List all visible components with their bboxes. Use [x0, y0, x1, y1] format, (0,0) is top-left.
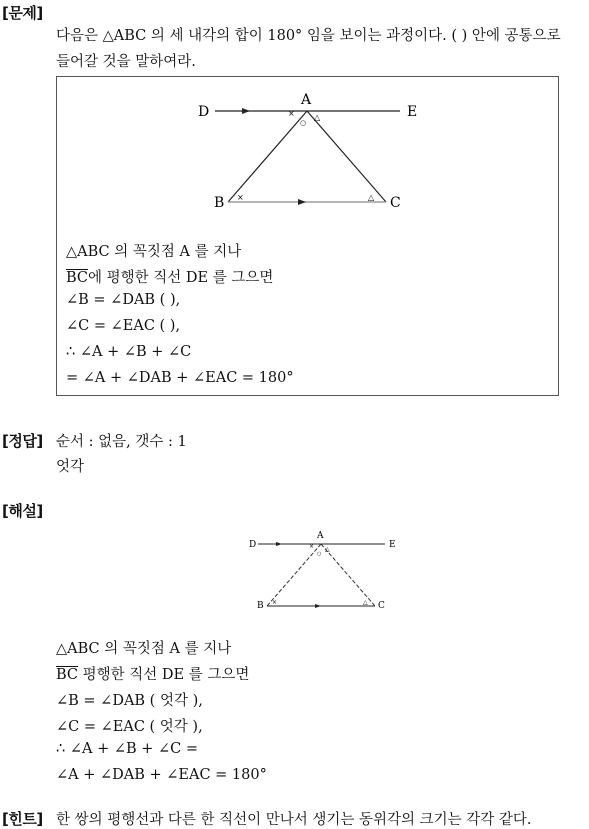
svg-text:×: ×: [309, 543, 315, 550]
svg-text:△: △: [314, 113, 321, 122]
explanation-step-2: $\overline{BC}$ 평행한 직선 DE 를 그으면: [56, 667, 250, 683]
problem-step-6: = ∠A + ∠DAB + ∠EAC = 180°: [66, 370, 294, 386]
explanation-step-6: ∠A + ∠DAB + ∠EAC = 180°: [56, 767, 267, 783]
explanation-step-3: ∠B = ∠DAB ( 엇각 ),: [56, 693, 203, 709]
svg-text:○: ○: [300, 119, 307, 127]
exp-point-a-label: A: [317, 531, 324, 541]
problem-text-line2: 들어갈 것을 말하여라.: [56, 54, 196, 70]
exp-point-c-label: C: [378, 601, 385, 611]
problem-step-2: $\overline{BC}$에 평행한 직선 DE 를 그으면: [66, 270, 274, 286]
answer-label: [정답]: [2, 432, 43, 450]
exp-point-d-label: D: [249, 540, 257, 550]
svg-text:△: △: [325, 546, 330, 553]
exp-point-e-label: E: [389, 540, 396, 550]
explanation-step-5: ∴ ∠A + ∠B + ∠C =: [56, 741, 198, 757]
problem-step-5: ∴ ∠A + ∠B + ∠C: [66, 344, 192, 360]
explanation-step-1: △ABC 의 꼭짓점 A 를 지나: [56, 641, 232, 657]
explanation-label: [해설]: [2, 502, 43, 520]
hint-label: [힌트]: [2, 810, 43, 828]
svg-text:○: ○: [317, 551, 322, 557]
problem-step-1: △ABC 의 꼭짓점 A 를 지나: [66, 244, 242, 260]
point-d-label: D: [198, 104, 210, 120]
explanation-step-4: ∠C = ∠EAC ( 엇각 ),: [56, 719, 203, 735]
point-e-label: E: [407, 104, 418, 120]
svg-text:×: ×: [288, 109, 295, 118]
problem-text-line1: 다음은 △ABC 의 세 내각의 합이 180° 임을 보이는 과정이다. ( ) 안에 공통으로: [56, 28, 561, 44]
svg-text:△: △: [363, 599, 368, 606]
point-a-label: A: [301, 92, 312, 108]
exp-point-b-label: B: [257, 601, 264, 611]
svg-text:×: ×: [237, 193, 244, 202]
svg-text:△: △: [368, 193, 375, 202]
hint-text: 한 쌍의 평행선과 다른 한 직선이 만나서 생기는 동위각의 크기는 각각 같다.: [56, 812, 532, 828]
svg-text:×: ×: [272, 599, 278, 606]
problem-triangle-figure: [190, 88, 430, 218]
problem-step-3: ∠B = ∠DAB ( ),: [66, 292, 181, 308]
problem-step-4: ∠C = ∠EAC ( ),: [66, 318, 181, 334]
explanation-triangle-figure: [245, 528, 405, 614]
point-b-label: B: [214, 195, 225, 211]
answer-line2: 엇각: [56, 459, 85, 475]
problem-label: [문제]: [2, 4, 43, 22]
answer-line1: 순서 : 없음, 갯수 : 1: [56, 434, 187, 450]
point-c-label: C: [390, 195, 401, 211]
